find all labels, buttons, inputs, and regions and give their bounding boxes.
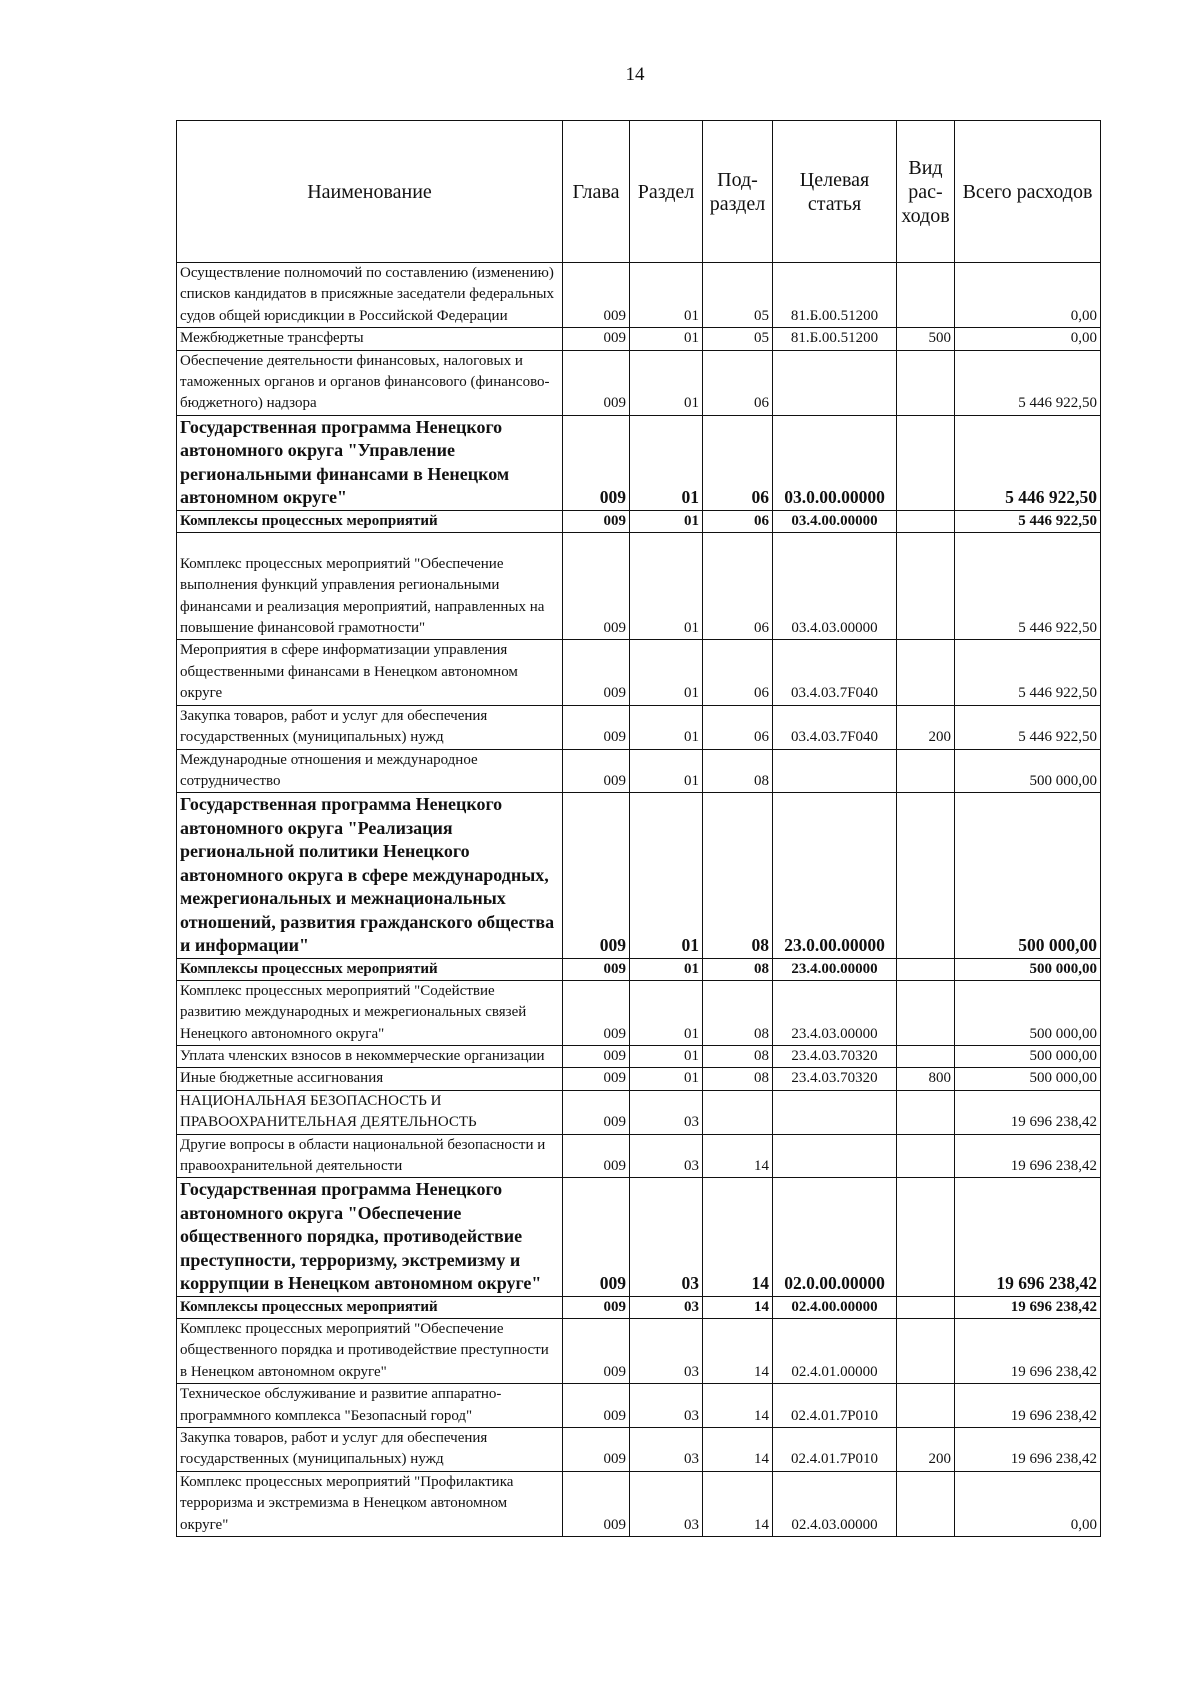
cell-target: 03.4.03.7F040 [773,640,897,705]
header-section: Раздел [630,121,703,263]
cell-subsection: 06 [703,350,773,415]
cell-name: Государственная программа Ненецкого автономного округа "Управление региональными финансами в Ненецком автономном округе" [177,415,563,510]
table-row [177,1068,1101,1090]
cell-total: 19 696 238,42 [955,1178,1101,1297]
header-subsection: Под-раздел [703,121,773,263]
cell-name: Комплексы процессных мероприятий [177,510,563,532]
cell-section: 01 [630,263,703,328]
cell-section: 01 [630,1068,703,1090]
cell-target [773,749,897,793]
cell-section: 01 [630,532,703,640]
cell-total: 0,00 [955,263,1101,328]
table-row [177,1134,1101,1178]
cell-chapter: 009 [563,1384,630,1428]
cell-section: 01 [630,1046,703,1068]
cell-type [897,1090,955,1134]
cell-section: 03 [630,1471,703,1536]
cell-chapter: 009 [563,793,630,959]
table-row [177,1471,1101,1536]
cell-type [897,958,955,980]
cell-subsection: 08 [703,749,773,793]
table-row [177,1296,1101,1318]
cell-name: Закупка товаров, работ и услуг для обеспечения государственных (муниципальных) нужд [177,705,563,749]
cell-name: Комплекс процессных мероприятий "Профилактика терроризма и экстремизма в Ненецком автономном округе" [177,1471,563,1536]
cell-name: Осуществление полномочий по составлению (изменению) списков кандидатов в присяжные заседатели федеральных судов общей юрисдикции в Российской Федерации [177,263,563,328]
table-row [177,705,1101,749]
cell-chapter: 009 [563,1134,630,1178]
cell-type: 200 [897,705,955,749]
table-row [177,640,1101,705]
cell-target: 03.4.03.00000 [773,532,897,640]
cell-subsection: 08 [703,1068,773,1090]
cell-total: 500 000,00 [955,958,1101,980]
cell-chapter: 009 [563,350,630,415]
cell-name: Комплекс процессных мероприятий "Содействие развитию международных и межрегиональных связей Ненецкого автономного округа" [177,980,563,1045]
cell-chapter: 009 [563,1428,630,1472]
cell-name: Международные отношения и международное сотрудничество [177,749,563,793]
cell-type [897,749,955,793]
table-row [177,532,1101,640]
cell-target: 23.4.03.00000 [773,980,897,1045]
cell-subsection: 08 [703,958,773,980]
cell-total: 500 000,00 [955,980,1101,1045]
cell-chapter: 009 [563,980,630,1045]
cell-chapter: 009 [563,532,630,640]
cell-section: 03 [630,1090,703,1134]
cell-name: Иные бюджетные ассигнования [177,1068,563,1090]
cell-type [897,263,955,328]
cell-total: 0,00 [955,328,1101,350]
cell-type: 800 [897,1068,955,1090]
cell-total: 0,00 [955,1471,1101,1536]
cell-section: 03 [630,1428,703,1472]
table-row [177,328,1101,350]
cell-type [897,1296,955,1318]
cell-chapter: 009 [563,1471,630,1536]
cell-type [897,1318,955,1383]
cell-name: Уплата членских взносов в некоммерческие организации [177,1046,563,1068]
cell-section: 01 [630,510,703,532]
cell-target: 02.0.00.00000 [773,1178,897,1297]
cell-subsection: 05 [703,328,773,350]
cell-type [897,980,955,1045]
table-row [177,1046,1101,1068]
cell-subsection: 06 [703,532,773,640]
cell-name: Межбюджетные трансферты [177,328,563,350]
cell-name: Другие вопросы в области национальной безопасности и правоохранительной деятельности [177,1134,563,1178]
cell-section: 01 [630,640,703,705]
cell-chapter: 009 [563,749,630,793]
cell-subsection: 14 [703,1428,773,1472]
cell-target: 23.4.03.70320 [773,1046,897,1068]
cell-name: Обеспечение деятельности финансовых, налоговых и таможенных органов и органов финансового (финансово-бюджетного) надзора [177,350,563,415]
cell-target: 02.4.00.00000 [773,1296,897,1318]
cell-target [773,350,897,415]
cell-subsection: 14 [703,1178,773,1297]
header-name: Наименование [177,121,563,263]
cell-total: 5 446 922,50 [955,510,1101,532]
cell-subsection: 06 [703,510,773,532]
cell-section: 03 [630,1318,703,1383]
cell-total: 500 000,00 [955,749,1101,793]
cell-type [897,1046,955,1068]
cell-type [897,1384,955,1428]
cell-section: 01 [630,749,703,793]
cell-chapter: 009 [563,415,630,510]
cell-chapter: 009 [563,510,630,532]
header-total: Всего расходов [955,121,1101,263]
cell-target: 02.4.01.7Р010 [773,1428,897,1472]
table-row [177,980,1101,1045]
cell-subsection: 06 [703,640,773,705]
cell-name: НАЦИОНАЛЬНАЯ БЕЗОПАСНОСТЬ И ПРАВООХРАНИТЕЛЬНАЯ ДЕЯТЕЛЬНОСТЬ [177,1090,563,1134]
cell-target: 23.4.00.00000 [773,958,897,980]
table-row [177,1384,1101,1428]
cell-subsection: 08 [703,793,773,959]
cell-subsection: 14 [703,1471,773,1536]
cell-chapter: 009 [563,640,630,705]
cell-section: 03 [630,1178,703,1297]
budget-table [176,120,1101,1537]
table-body [177,263,1101,1537]
cell-type [897,1178,955,1297]
cell-target: 81.Б.00.51200 [773,263,897,328]
cell-subsection: 08 [703,980,773,1045]
table-row [177,1090,1101,1134]
cell-chapter: 009 [563,1296,630,1318]
cell-total: 19 696 238,42 [955,1090,1101,1134]
cell-total: 5 446 922,50 [955,532,1101,640]
cell-type [897,793,955,959]
table-row [177,749,1101,793]
cell-name: Комплекс процессных мероприятий "Обеспечение общественного порядка и противодействие преступности в Ненецком автономном округе" [177,1318,563,1383]
cell-subsection: 14 [703,1384,773,1428]
cell-section: 03 [630,1384,703,1428]
cell-section: 01 [630,350,703,415]
cell-type: 500 [897,328,955,350]
cell-section: 01 [630,980,703,1045]
page-number: 14 [625,64,645,85]
cell-type [897,510,955,532]
cell-target: 03.0.00.00000 [773,415,897,510]
table-row [177,1318,1101,1383]
header-chapter: Глава [563,121,630,263]
cell-chapter: 009 [563,705,630,749]
cell-chapter: 009 [563,1046,630,1068]
cell-total: 19 696 238,42 [955,1296,1101,1318]
table-row [177,1178,1101,1297]
cell-target: 23.4.03.70320 [773,1068,897,1090]
cell-type [897,1134,955,1178]
cell-total: 500 000,00 [955,1068,1101,1090]
cell-section: 01 [630,328,703,350]
table-row [177,1428,1101,1472]
cell-target: 02.4.01.00000 [773,1318,897,1383]
cell-subsection: 08 [703,1046,773,1068]
cell-target: 03.4.00.00000 [773,510,897,532]
cell-total: 5 446 922,50 [955,705,1101,749]
cell-name: Техническое обслуживание и развитие аппаратно-программного комплекса "Безопасный город" [177,1384,563,1428]
cell-subsection: 14 [703,1318,773,1383]
cell-total: 19 696 238,42 [955,1134,1101,1178]
cell-target: 03.4.03.7F040 [773,705,897,749]
table-row [177,263,1101,328]
cell-section: 03 [630,1134,703,1178]
cell-name: Мероприятия в сфере информатизации управления общественными финансами в Ненецком автономном округе [177,640,563,705]
table-row [177,415,1101,510]
cell-subsection: 06 [703,705,773,749]
cell-chapter: 009 [563,1090,630,1134]
header-target: Целевая статья [773,121,897,263]
cell-name: Комплекс процессных мероприятий "Обеспечение выполнения функций управления региональными финансами и реализация мероприятий, направленных на повышение финансовой грамотности" [177,532,563,640]
cell-type [897,532,955,640]
table-row [177,510,1101,532]
cell-subsection: 14 [703,1296,773,1318]
cell-subsection [703,1090,773,1134]
cell-chapter: 009 [563,328,630,350]
cell-target [773,1090,897,1134]
cell-total: 19 696 238,42 [955,1384,1101,1428]
cell-name: Государственная программа Ненецкого автономного округа "Реализация региональной политики Ненецкого автономного округа в сфере международных, межрегиональных и межнациональных отношений, развития гражданского общества и информации" [177,793,563,959]
cell-section: 01 [630,793,703,959]
cell-section: 01 [630,415,703,510]
cell-chapter: 009 [563,1318,630,1383]
table-header-row [177,121,1101,263]
cell-chapter: 009 [563,1178,630,1297]
cell-name: Государственная программа Ненецкого автономного округа "Обеспечение общественного порядка, противодействие преступности, терроризму, экстремизму и коррупции в Ненецком автономном округе" [177,1178,563,1297]
cell-name: Комплексы процессных мероприятий [177,958,563,980]
cell-chapter: 009 [563,263,630,328]
cell-name: Закупка товаров, работ и услуг для обеспечения государственных (муниципальных) нужд [177,1428,563,1472]
cell-target: 23.0.00.00000 [773,793,897,959]
cell-subsection: 06 [703,415,773,510]
cell-target: 81.Б.00.51200 [773,328,897,350]
cell-subsection: 14 [703,1134,773,1178]
cell-total: 5 446 922,50 [955,415,1101,510]
cell-type [897,350,955,415]
cell-target [773,1134,897,1178]
cell-type [897,1471,955,1536]
cell-section: 01 [630,958,703,980]
cell-chapter: 009 [563,958,630,980]
header-type: Вид рас-ходов [897,121,955,263]
table-row [177,958,1101,980]
table-row [177,350,1101,415]
cell-target: 02.4.03.00000 [773,1471,897,1536]
table-row [177,793,1101,959]
cell-section: 01 [630,705,703,749]
cell-total: 500 000,00 [955,1046,1101,1068]
cell-total: 19 696 238,42 [955,1318,1101,1383]
cell-total: 5 446 922,50 [955,640,1101,705]
cell-chapter: 009 [563,1068,630,1090]
cell-type [897,415,955,510]
cell-target: 02.4.01.7Р010 [773,1384,897,1428]
cell-subsection: 05 [703,263,773,328]
cell-type [897,640,955,705]
cell-section: 03 [630,1296,703,1318]
cell-total: 19 696 238,42 [955,1428,1101,1472]
cell-total: 5 446 922,50 [955,350,1101,415]
cell-type: 200 [897,1428,955,1472]
cell-name: Комплексы процессных мероприятий [177,1296,563,1318]
cell-total: 500 000,00 [955,793,1101,959]
